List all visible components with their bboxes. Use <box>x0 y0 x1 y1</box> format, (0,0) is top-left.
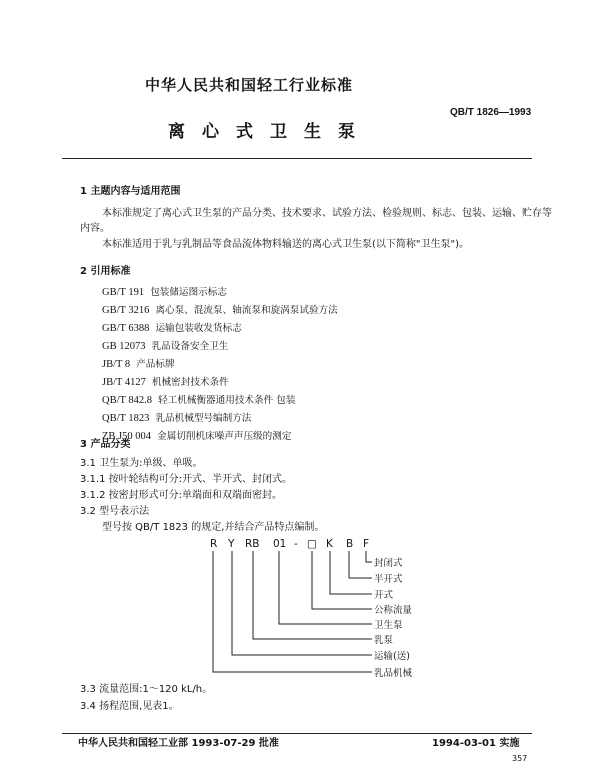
model-label-milk-pump: 乳泵 <box>374 635 394 646</box>
clause-3-1-2: 3.1.2 按密封形式可分:单端面和双端面密封。 <box>80 490 282 501</box>
effective-date: 1994-03-01 实施 <box>432 738 520 749</box>
document-title: 离心式卫生泵 <box>168 122 372 142</box>
model-code-r: R <box>210 538 218 550</box>
reference-title: 运输包装收发货标志 <box>155 323 242 334</box>
model-code-rb: RB <box>245 538 260 550</box>
issuer-approval: 中华人民共和国轻工业部 1993-07-29 批准 <box>78 738 279 749</box>
model-label-closed: 封闭式 <box>374 558 403 569</box>
reference-title: 金属切削机床噪声声压级的测定 <box>157 431 292 442</box>
model-code-dash: - <box>294 538 298 550</box>
model-code-flow-box: □ <box>307 538 317 550</box>
reference-title: 轻工机械衡器通用技术条件 包装 <box>158 395 296 406</box>
page-number: 357 <box>512 754 528 763</box>
clause-3-1: 3.1 卫生泵为:单级、单吸。 <box>80 458 203 469</box>
model-code-f: F <box>363 538 370 550</box>
reference-code: GB 12073 <box>102 341 146 352</box>
leader-r <box>213 551 372 672</box>
leader-01 <box>279 551 372 624</box>
leader-flow <box>312 551 372 609</box>
section-2-heading: 2 引用标准 <box>80 266 131 277</box>
reference-code: ZB J50 004 <box>102 431 152 442</box>
reference-title: 包装储运图示标志 <box>150 287 227 298</box>
clause-3-1-1: 3.1.1 按叶轮结构可分:开式、半开式、封闭式。 <box>80 474 292 485</box>
reference-title: 乳品设备安全卫生 <box>151 341 229 352</box>
model-label-nominal-flow: 公称流量 <box>374 605 413 616</box>
reference-code: GB/T 6388 <box>102 323 150 334</box>
leader-f <box>366 551 372 562</box>
clause-3-4: 3.4 扬程范围,见表1。 <box>80 701 179 712</box>
model-code-y: Y <box>228 538 235 550</box>
clause-3-3: 3.3 流量范围:1～120 kL/h。 <box>80 684 213 695</box>
model-intro: 型号按 QB/T 1823 的规定,并结合产品特点编制。 <box>102 522 325 533</box>
model-code-k: K <box>326 538 333 550</box>
section-3-heading: 3 产品分类 <box>80 439 131 450</box>
footer-rule <box>62 733 532 734</box>
reference-code: GB/T 191 <box>102 287 145 298</box>
reference-title: 乳品机械型号编制方法 <box>155 413 252 424</box>
standard-number: QB/T 1826—1993 <box>450 107 532 118</box>
reference-code: QB/T 1823 <box>102 413 150 424</box>
section-1-paragraph-2: 本标准适用于乳与乳制品等食品流体物料输送的离心式卫生泵(以下简称"卫生泵")。 <box>102 239 470 250</box>
org-title: 中华人民共和国轻工行业标准 <box>145 76 354 94</box>
leader-b <box>349 551 372 578</box>
reference-title: 产品标牌 <box>136 359 175 370</box>
section-1-paragraph-1: 本标准规定了离心式卫生泵的产品分类、技术要求、试验方法、检验规则、标志、包装、运输、贮存等 <box>102 208 552 219</box>
model-label-sanitary-pump: 卫生泵 <box>374 620 403 631</box>
section-1-heading: 1 主题内容与适用范围 <box>80 186 181 197</box>
reference-code: QB/T 842.8 <box>102 395 152 406</box>
model-label-open: 开式 <box>374 590 394 601</box>
reference-code: JB/T 8 <box>102 359 131 370</box>
model-code-b: B <box>346 538 354 550</box>
model-label-dairy-machinery: 乳品机械 <box>374 668 413 679</box>
clause-3-2: 3.2 型号表示法 <box>80 506 150 517</box>
reference-title: 机械密封技术条件 <box>151 377 229 388</box>
reference-code: GB/T 3216 <box>102 305 150 316</box>
section-1-paragraph-1-cont: 内容。 <box>80 223 110 234</box>
model-label-semi-open: 半开式 <box>374 574 403 585</box>
reference-code: JB/T 4127 <box>102 377 146 388</box>
reference-title: 离心泵、混流泵、轴流泵和旋涡泵试验方法 <box>155 305 338 316</box>
model-code-01: 01 <box>273 538 287 550</box>
model-label-transport: 运输(送) <box>374 651 410 662</box>
